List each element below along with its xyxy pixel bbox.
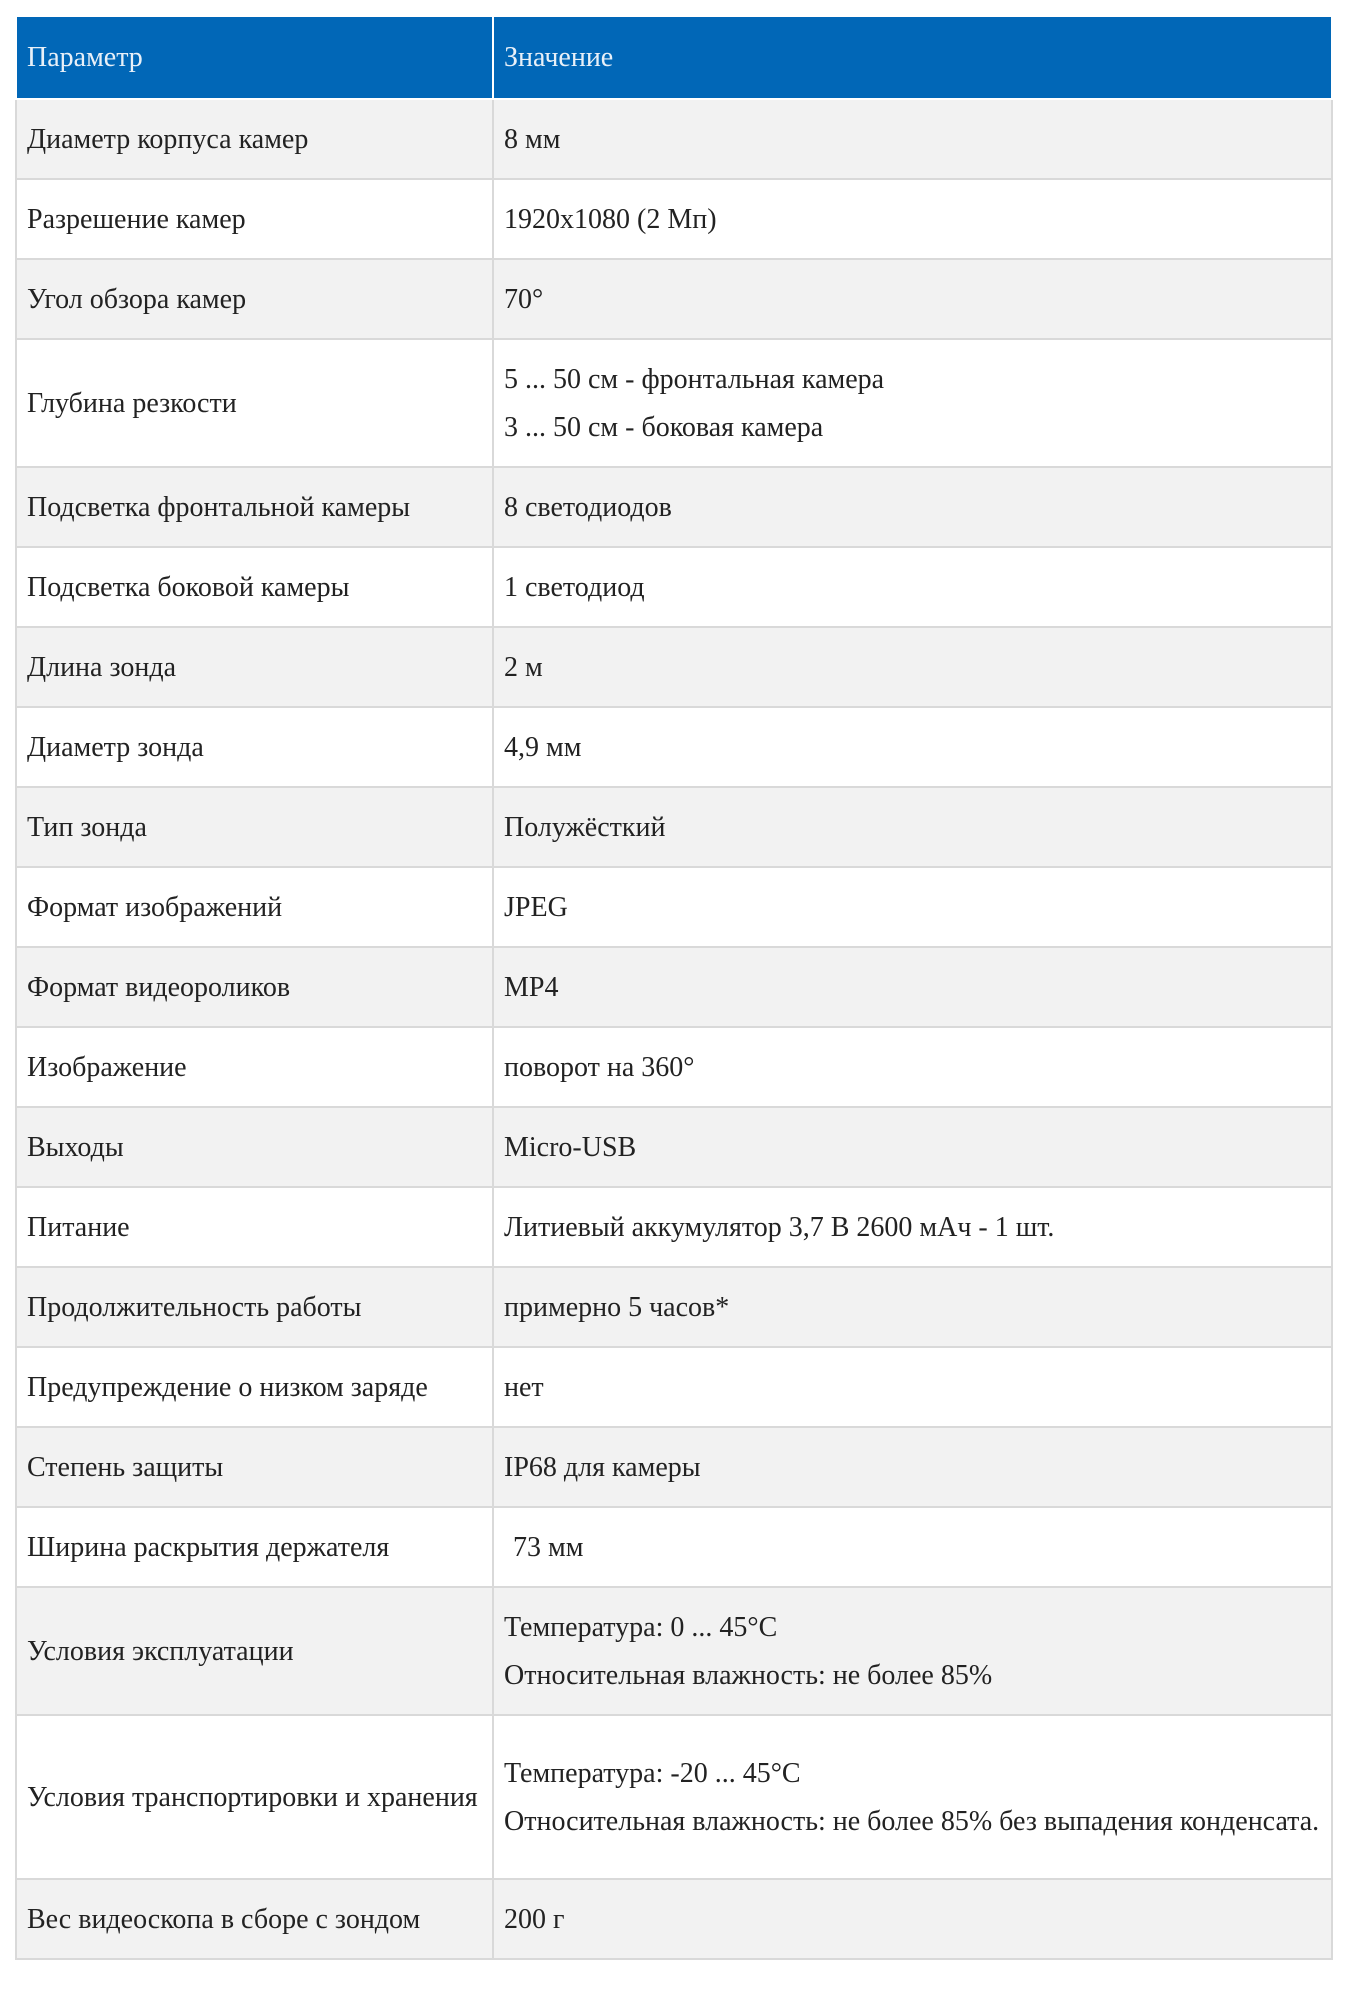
- spec-table: [15, 15, 1333, 1960]
- param-label: Подсветка боковой камеры: [27, 571, 350, 603]
- value-cell: [493, 1187, 1332, 1267]
- value-text: 5 ... 50 см - фронтальная камера: [504, 363, 885, 395]
- param-cell: [16, 1427, 493, 1507]
- param-label: Вес видеоскопа в сборе с зондом: [27, 1903, 421, 1935]
- param-label: Условия транспортировки и хранения: [27, 1781, 478, 1813]
- value-cell: [493, 1587, 1332, 1715]
- param-cell: [16, 339, 493, 467]
- value-cell: [493, 467, 1332, 547]
- param-label: Диаметр корпуса камер: [27, 123, 309, 155]
- param-cell: [16, 947, 493, 1027]
- header-value: Значение: [493, 16, 1332, 99]
- value-cell: [493, 707, 1332, 787]
- value-text: Относительная влажность: не более 85%: [504, 1659, 993, 1691]
- table-row: [16, 1107, 1332, 1187]
- value-text: 1 светодиод: [504, 571, 645, 603]
- value-text: 2 м: [504, 651, 543, 683]
- param-cell: [16, 867, 493, 947]
- param-label: Выходы: [27, 1131, 124, 1163]
- param-cell: [16, 1267, 493, 1347]
- table-row: [16, 179, 1332, 259]
- value-cell: [493, 1027, 1332, 1107]
- param-label: Формат изображений: [27, 891, 283, 923]
- value-cell: [493, 1267, 1332, 1347]
- param-label: Степень защиты: [27, 1451, 224, 1483]
- param-label: Предупреждение о низком заряде: [27, 1371, 428, 1403]
- value-text: Micro-USB: [504, 1131, 637, 1163]
- param-cell: [16, 259, 493, 339]
- param-label: Глубина резкости: [27, 387, 237, 419]
- value-text: примерно 5 часов*: [504, 1291, 730, 1323]
- param-cell: [16, 1027, 493, 1107]
- value-cell: [493, 947, 1332, 1027]
- value-cell: [493, 1715, 1332, 1879]
- table-row: [16, 867, 1332, 947]
- table-row: [16, 1715, 1332, 1879]
- param-cell: [16, 467, 493, 547]
- value-cell: [493, 1507, 1332, 1587]
- param-cell: [16, 1107, 493, 1187]
- table-row: [16, 787, 1332, 867]
- param-cell: [16, 99, 493, 179]
- value-text: 8 светодиодов: [504, 491, 672, 523]
- value-text: Температура: 0 ... 45°C: [504, 1611, 778, 1643]
- param-label: Питание: [27, 1211, 130, 1243]
- table-row: [16, 1187, 1332, 1267]
- param-label: Разрешение камер: [27, 203, 246, 235]
- value-cell: [493, 1879, 1332, 1959]
- value-text: IP68 для камеры: [504, 1451, 701, 1483]
- value-text: JPEG: [504, 891, 568, 923]
- table-row: [16, 1427, 1332, 1507]
- table-row: [16, 627, 1332, 707]
- param-label: Длина зонда: [27, 651, 177, 683]
- param-cell: [16, 1587, 493, 1715]
- value-cell: [493, 259, 1332, 339]
- param-cell: [16, 1347, 493, 1427]
- param-cell: [16, 1507, 493, 1587]
- value-cell: [493, 179, 1332, 259]
- value-text: 73 мм: [513, 1531, 584, 1563]
- value-cell: [493, 1427, 1332, 1507]
- param-cell: [16, 627, 493, 707]
- param-cell: [16, 1187, 493, 1267]
- table-row: [16, 259, 1332, 339]
- table-row: [16, 467, 1332, 547]
- param-cell: [16, 787, 493, 867]
- value-cell: [493, 1347, 1332, 1427]
- value-text: Температура: -20 ... 45°C: [504, 1757, 801, 1789]
- param-label: Угол обзора камер: [27, 283, 247, 315]
- param-cell: [16, 1879, 493, 1959]
- value-text: 70°: [504, 283, 544, 315]
- param-label: Изображение: [27, 1051, 187, 1083]
- param-label: Подсветка фронтальной камеры: [27, 491, 411, 523]
- param-label: Тип зонда: [27, 811, 147, 843]
- param-label: Формат видеороликов: [27, 971, 291, 1003]
- value-cell: [493, 627, 1332, 707]
- param-cell: [16, 547, 493, 627]
- value-text: 4,9 мм: [504, 731, 582, 763]
- value-text: MP4: [504, 971, 559, 1003]
- table-row: [16, 707, 1332, 787]
- param-cell: [16, 707, 493, 787]
- value-text: нет: [504, 1371, 544, 1403]
- param-label: Диаметр зонда: [27, 731, 204, 763]
- value-text: 3 ... 50 см - боковая камера: [504, 411, 824, 443]
- table-row: [16, 1267, 1332, 1347]
- value-text: 8 мм: [504, 123, 561, 155]
- value-cell: [493, 547, 1332, 627]
- param-cell: [16, 1715, 493, 1879]
- table-row: [16, 339, 1332, 467]
- table-row: [16, 1587, 1332, 1715]
- value-cell: [493, 1107, 1332, 1187]
- table-row: [16, 1507, 1332, 1587]
- value-text: Относительная влажность: не более 85% без выпадения конденсата.: [504, 1805, 1320, 1837]
- value-text: Полужёсткий: [504, 811, 666, 843]
- table-row: [16, 1027, 1332, 1107]
- param-label: Условия эксплуатации: [27, 1635, 294, 1667]
- param-label: Ширина раскрытия держателя: [27, 1531, 390, 1563]
- table-row: [16, 1347, 1332, 1427]
- header-row: [16, 16, 1332, 99]
- value-text: 200 г: [504, 1903, 565, 1935]
- value-text: поворот на 360°: [504, 1051, 695, 1083]
- value-cell: [493, 787, 1332, 867]
- table-row: [16, 547, 1332, 627]
- value-cell: [493, 867, 1332, 947]
- table-row: [16, 99, 1332, 179]
- header-param: Параметр: [16, 16, 493, 99]
- value-text: 1920x1080 (2 Мп): [504, 203, 717, 235]
- param-cell: [16, 179, 493, 259]
- param-label: Продолжительность работы: [27, 1291, 362, 1323]
- table-row: [16, 1879, 1332, 1959]
- value-text: Литиевый аккумулятор 3,7 В 2600 мАч - 1 шт.: [504, 1211, 1055, 1243]
- value-cell: [493, 99, 1332, 179]
- value-cell: [493, 339, 1332, 467]
- table-header: [16, 16, 1332, 99]
- table-row: [16, 947, 1332, 1027]
